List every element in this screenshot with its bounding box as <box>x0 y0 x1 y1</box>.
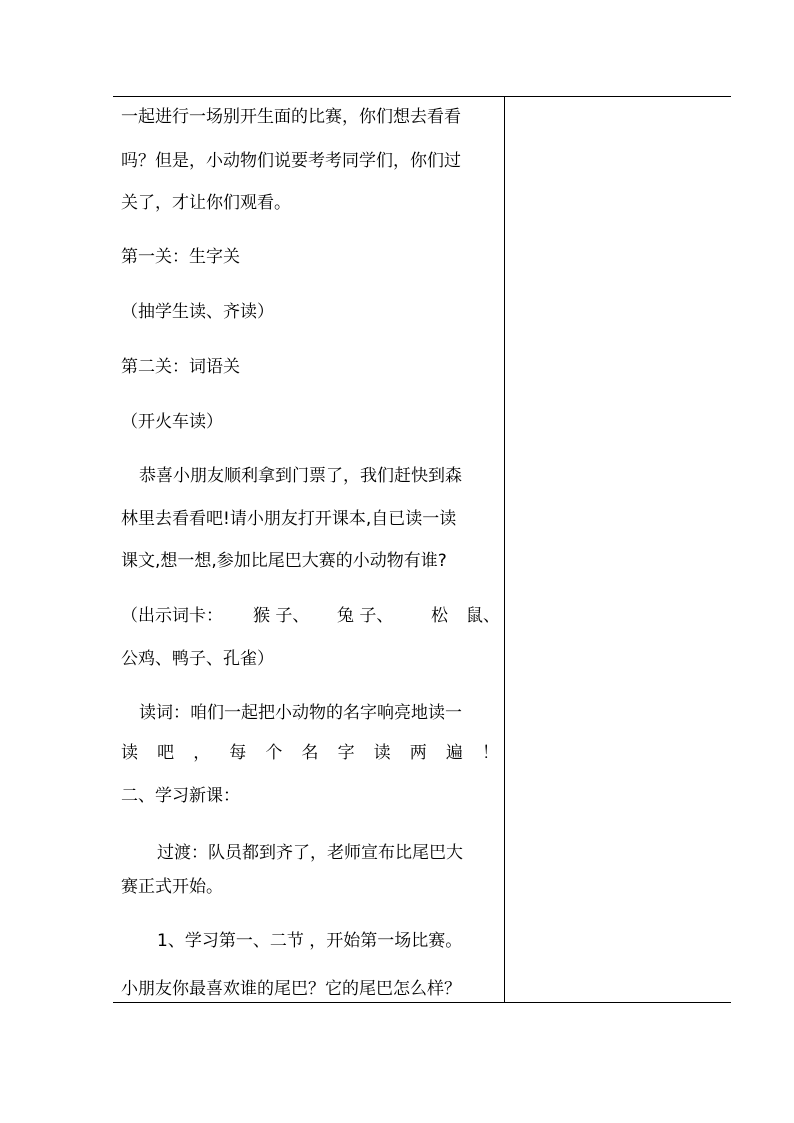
text-line: 赛正式开始。 <box>121 877 223 897</box>
text-line: 过渡：队员都到齐了，老师宣布比尾巴大 <box>157 843 463 863</box>
text-line: 关了，才让你们观看。 <box>121 193 291 213</box>
text-line: 小朋友你最喜欢谁的尾巴？它的尾巴怎么样？ <box>121 979 461 999</box>
spread-char: 读 <box>121 743 138 763</box>
section-label: 第二关：词语关 <box>121 357 240 377</box>
spread-char: 读 <box>373 743 391 763</box>
column-divider <box>504 96 505 1003</box>
text-line: 一起进行一场别开生面的比赛，你们想去看看 <box>121 107 461 127</box>
section-heading: 二、学习新课： <box>121 786 240 806</box>
spread-char: 每 <box>229 743 247 763</box>
text-line: 公鸡、鸭子、孔雀） <box>121 649 274 669</box>
spread-char: 吧 <box>157 743 175 763</box>
word-card-item: 猴 子、 <box>253 606 310 626</box>
text-line: （开火车读） <box>121 412 223 432</box>
text-line: 1、学习第一、二节 ，开始第一场比赛。 <box>157 931 463 951</box>
text-line: 吗？但是，小动物们说要考考同学们，你们过 <box>121 151 461 171</box>
word-card-item: 鼠、 <box>466 606 500 626</box>
word-card-item: 兔 子、 <box>337 606 394 626</box>
spread-text-line <box>121 742 499 764</box>
spread-char: ， <box>193 743 211 763</box>
spread-char: ！ <box>481 743 499 763</box>
section-label: 第一关：生字关 <box>121 247 240 267</box>
table-bottom-border <box>113 1002 731 1003</box>
word-card-intro: （出示词卡： <box>121 606 223 626</box>
text-line: 读词：咱们一起把小动物的名字响亮地读一 <box>139 703 462 723</box>
spread-char: 遍 <box>445 743 463 763</box>
table-top-border <box>113 96 731 97</box>
spread-char: 个 <box>265 743 283 763</box>
text-line: 林里去看看吧!请小朋友打开课本,自已读一读 <box>121 509 457 529</box>
word-card-item: 松 <box>431 606 448 626</box>
text-line: （抽学生读、齐读） <box>121 302 274 322</box>
text-line: 课文,想一想,参加比尾巴大赛的小动物有谁? <box>121 551 447 571</box>
spread-char: 字 <box>337 743 355 763</box>
text-line: 恭喜小朋友顺利拿到门票了，我们赶快到森 <box>139 466 462 486</box>
spread-char: 名 <box>301 743 319 763</box>
spread-char: 两 <box>409 743 427 763</box>
